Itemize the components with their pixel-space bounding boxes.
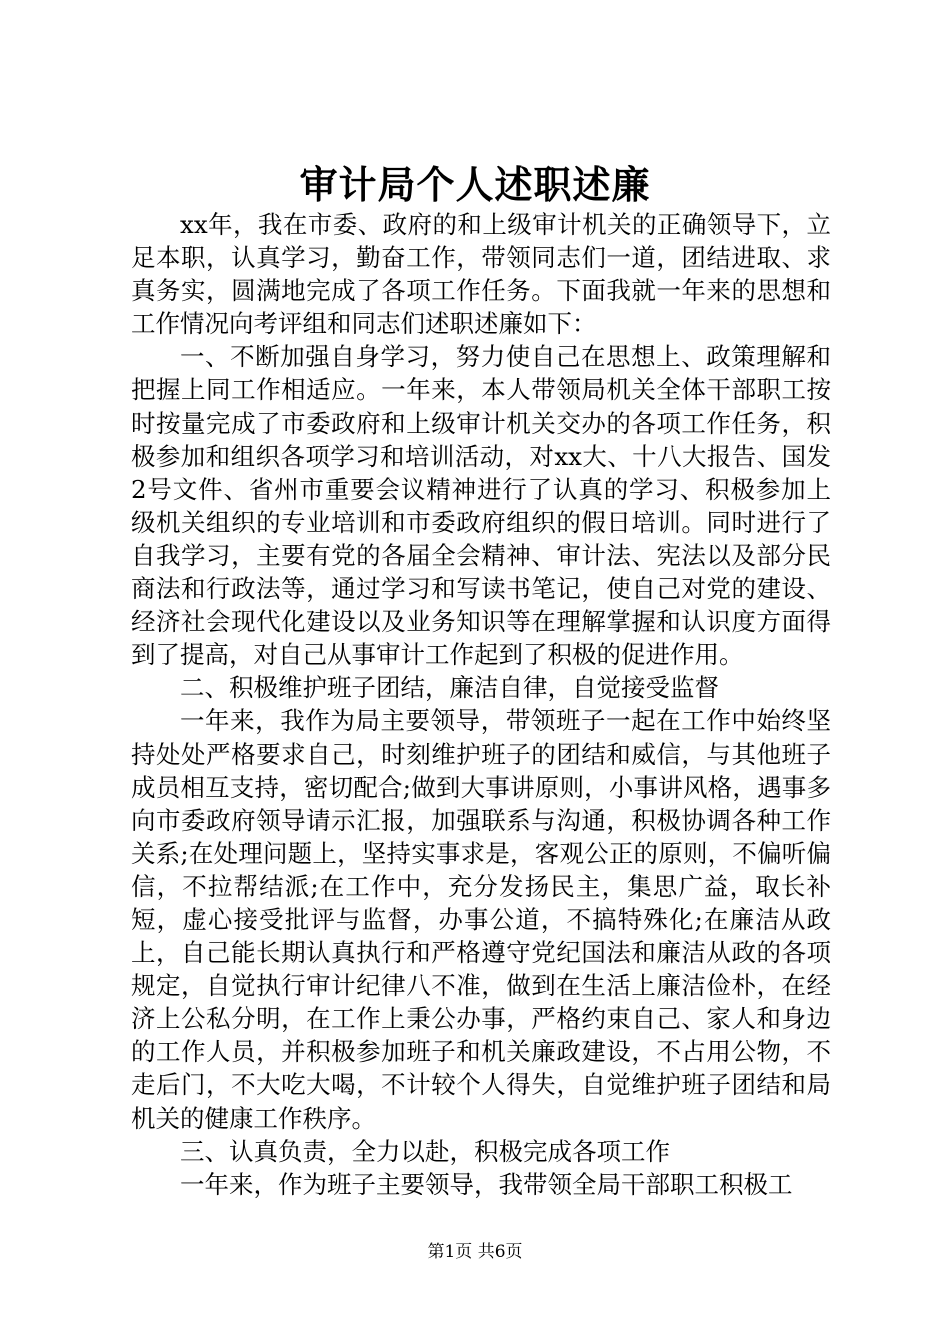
- document-body: [131, 208, 831, 1201]
- paragraph-intro: xx年，我在市委、政府的和上级审计机关的正确领导下，立足本职，认真学习，勤奋工作，带领同志们一道，团结进取、求真务实，圆满地完成了各项工作任务。下面我就一年来的思想和工作情况向考评组和同志们述职述廉如下：: [131, 210, 831, 339]
- paragraph-section-1: 一、不断加强自身学习，努力使自己在思想上、政策理解和把握上同工作相适应。一年来，本人带领局机关全体干部职工按时按量完成了市委政府和上级审计机关交办的各项工作任务，积极参加和组织各项学习和培训活动，对xx大、十八大报告、国发2号文件、省州市重要会议精神进行了认真的学习、积极参加上级机关组织的专业培训和市委政府组织的假日培训。同时进行了自我学习，主要有党的各届全会精神、审计法、宪法以及部分民商法和行政法等，通过学习和写读书笔记，使自己对党的建设、经济社会现代化建设以及业务知识等在理解掌握和认识度方面得到了提高，对自己从事审计工作起到了积极的促进作用。: [131, 342, 831, 670]
- document-title: 审计局个人述职述廉: [299, 162, 651, 207]
- section-heading-3: 三、认真负责，全力以赴，积极完成各项工作: [180, 1136, 670, 1166]
- paragraph-section-3: 一年来，作为班子主要领导，我带领全局干部职工积极工: [180, 1169, 793, 1199]
- paragraph-section-2: 一年来，我作为局主要领导，带领班子一起在工作中始终坚持处处严格要求自己，时刻维护班子的团结和威信，与其他班子成员相互支持，密切配合;做到大事讲原则，小事讲风格，遇事多向市委政府领导请示汇报，加强联系与沟通，积极协调各种工作关系;在处理问题上，坚持实事求是，客观公正的原则，不偏听偏信，不拉帮结派;在工作中，充分发扬民主，集思广益，取长补短，虚心接受批评与监督，办事公道，不搞特殊化;在廉洁从政上，自己能长期认真执行和严格遵守党纪国法和廉洁从政的各项规定，自觉执行审计纪律八不准，做到在生活上廉洁俭朴，在经济上公私分明，在工作上秉公办事，严格约束自己、家人和身边的工作人员，并积极参加班子和机关廉政建设，不占用公物，不走后门，不大吃大喝，不计较个人得失，自觉维护班子团结和局机关的健康工作秩序。: [131, 706, 831, 1133]
- section-heading-2: 二、积极维护班子团结，廉洁自律，自觉接受监督: [180, 673, 719, 703]
- page-footer: 第1页 共6页: [427, 1242, 523, 1262]
